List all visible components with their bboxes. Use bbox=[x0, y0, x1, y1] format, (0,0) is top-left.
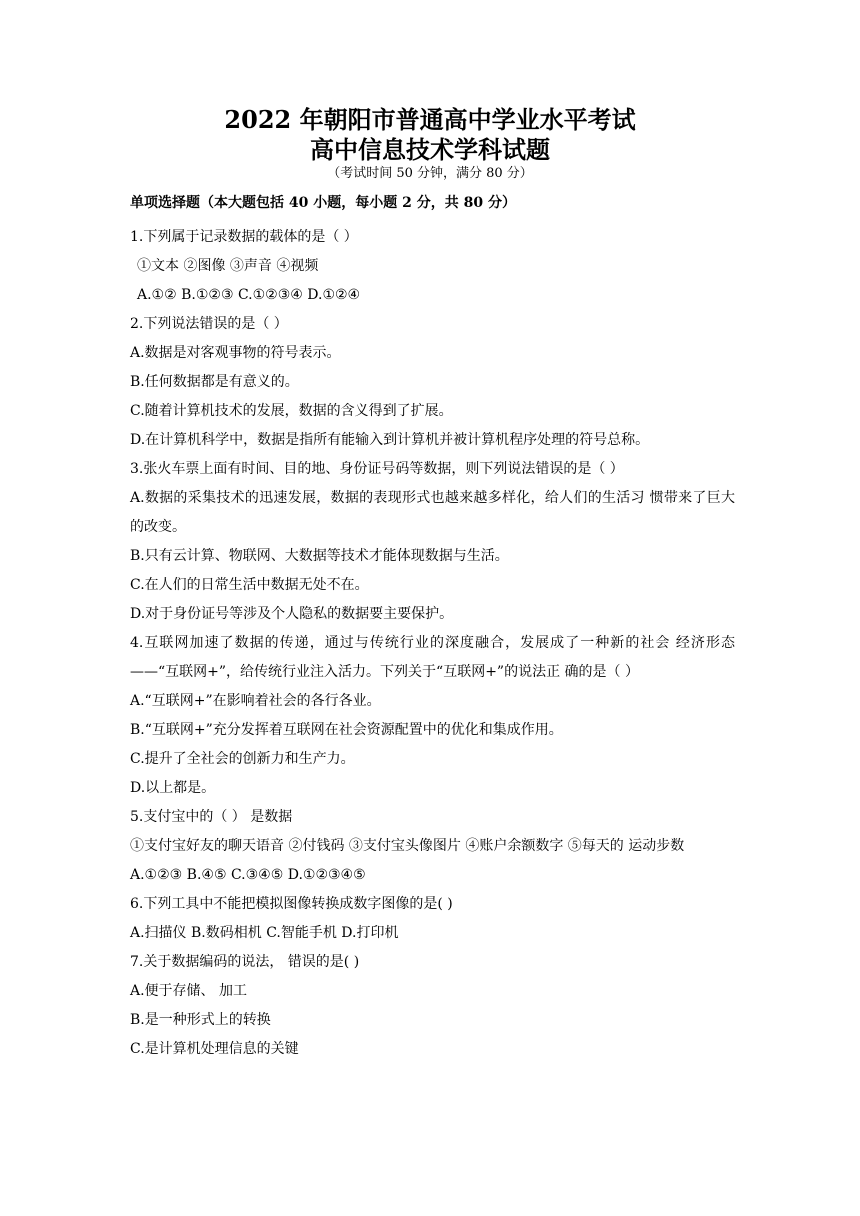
question-4-option-c: C.提升了全社会的创新力和生产力。 bbox=[130, 751, 355, 767]
question-2-option-c: C.随着计算机技术的发展，数据的含义得到了扩展。 bbox=[130, 403, 453, 419]
question-2-stem: 2.下列说法错误的是（ ） bbox=[130, 316, 288, 332]
question-4-option-a: A.“互联网+”在影响着社会的各行各业。 bbox=[130, 693, 381, 709]
question-5-items: ①支付宝好友的聊天语音 ②付钱码 ③支付宝头像图片 ④账户余额数字 ⑤每天的 运动步数 bbox=[130, 838, 685, 854]
question-3-option-c: C.在人们的日常生活中数据无处不在。 bbox=[130, 577, 369, 593]
question-3-option-a: A.数据的采集技术的迅速发展，数据的表现形式也越来越多样化，给人们的生活习 惯带来了巨大的改变。 bbox=[130, 490, 735, 535]
exam-info: （考试时间 50 分钟，满分 80 分） bbox=[327, 166, 533, 181]
question-7-stem: 7.关于数据编码的说法， 错误的是( ) bbox=[130, 954, 360, 970]
question-2-option-b: B.任何数据都是有意义的。 bbox=[130, 374, 299, 390]
question-5-stem: 5.支付宝中的（ ） 是数据 bbox=[130, 809, 293, 825]
question-6-options: A.扫描仪 B.数码相机 C.智能手机 D.打印机 bbox=[130, 925, 399, 941]
question-1-stem: 1.下列属于记录数据的载体的是（ ） bbox=[130, 229, 358, 245]
question-7-option-c: C.是计算机处理信息的关键 bbox=[130, 1041, 299, 1057]
question-7-option-a: A.便于存储、 加工 bbox=[130, 983, 248, 999]
section-heading: 单项选择题（本大题包括 40 小题，每小题 2 分，共 80 分） bbox=[130, 195, 516, 211]
question-1-items: ①文本 ②图像 ③声音 ④视频 bbox=[137, 258, 319, 274]
question-5-options: A.①②③ B.④⑤ C.③④⑤ D.①②③④⑤ bbox=[130, 867, 366, 883]
question-2-option-a: A.数据是对客观事物的符号表示。 bbox=[130, 345, 341, 361]
exam-title: 2022 年朝阳市普通高中学业水平考试 bbox=[224, 105, 636, 134]
question-2-option-d: D.在计算机科学中，数据是指所有能输入到计算机并被计算机程序处理的符号总称。 bbox=[130, 432, 650, 448]
question-1-options: A.①② B.①②③ C.①②③④ D.①②④ bbox=[137, 287, 361, 303]
question-3-stem: 3.张火车票上面有时间、目的地、身份证号码等数据，则下列说法错误的是（ ） bbox=[130, 461, 624, 477]
question-6-stem: 6.下列工具中不能把模拟图像转换成数字图像的是( ) bbox=[130, 896, 453, 912]
question-3-option-b: B.只有云计算、物联网、大数据等技术才能体现数据与生活。 bbox=[130, 548, 509, 564]
question-3-option-d: D.对于身份证号等涉及个人隐私的数据要主要保护。 bbox=[130, 606, 454, 622]
question-7-option-b: B.是一种形式上的转换 bbox=[130, 1012, 271, 1028]
question-4-option-b: B.“互联网+”充分发挥着互联网在社会资源配置中的优化和集成作用。 bbox=[130, 722, 563, 738]
question-4-stem: 4.互联网加速了数据的传递，通过与传统行业的深度融合，发展成了一种新的社会 经济形态——“互联网+”，给传统行业注入活力。下列关于“互联网+”的说法正 确的是（ ） bbox=[130, 635, 735, 680]
question-4-option-d: D.以上都是。 bbox=[130, 780, 216, 796]
question-list bbox=[130, 223, 735, 1064]
exam-subject-title: 高中信息技术学科试题 bbox=[310, 135, 550, 164]
